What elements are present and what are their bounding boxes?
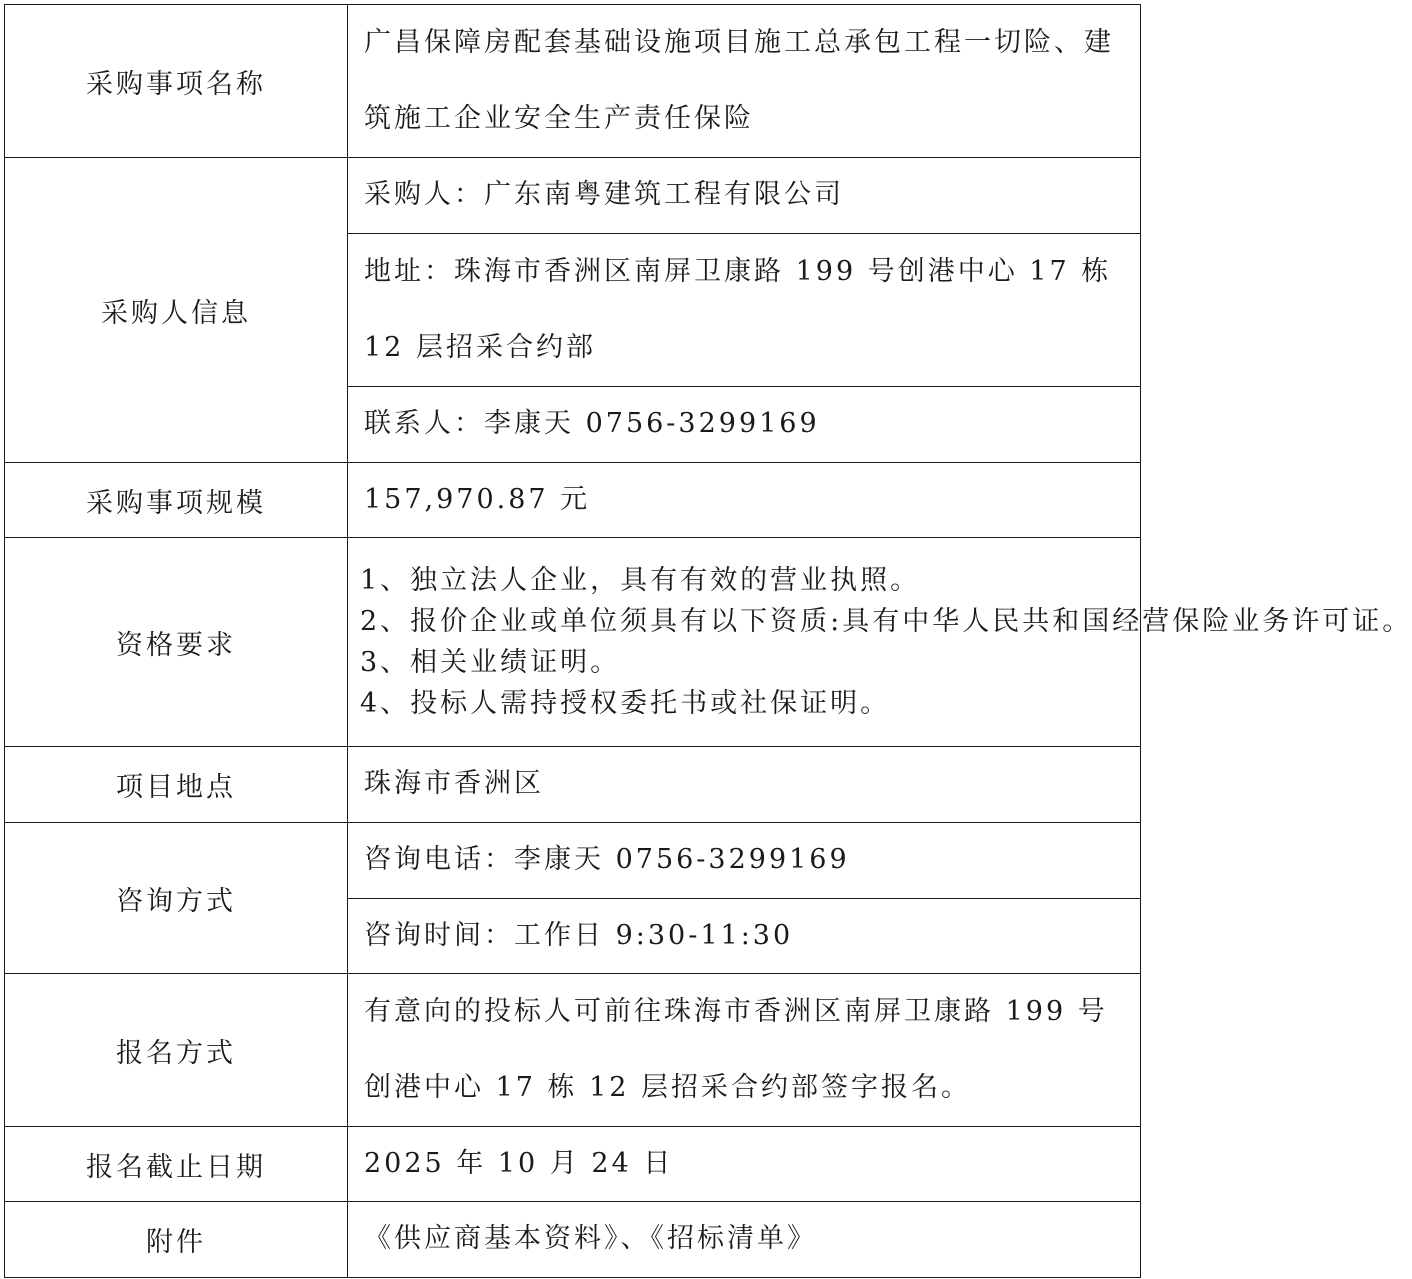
label-consult: 咨询方式 <box>5 823 348 974</box>
row-location <box>5 747 1141 823</box>
value-location: 珠海市香洲区 <box>348 747 1141 823</box>
label-scale: 采购事项规模 <box>5 463 348 538</box>
qualification-item: 1、独立法人企业，具有有效的营业执照。 <box>360 565 921 596</box>
qualification-item: 2、报价企业或单位须具有以下资质:具有中华人民共和国经营保险业务许可证。 <box>360 606 1412 637</box>
row-qualification <box>5 538 1141 747</box>
label-item-name: 采购事项名称 <box>5 5 348 158</box>
row-deadline <box>5 1127 1141 1202</box>
label-qualification: 资格要求 <box>5 538 348 747</box>
row-scale <box>5 463 1141 538</box>
value-buyer-contact: 联系人：李康天 0756-3299169 <box>348 387 1141 463</box>
value-signup: 有意向的投标人可前往珠海市香洲区南屏卫康路 199 号创港中心 17 栋 12 层招采合约部签字报名。 <box>348 974 1141 1127</box>
value-item-name: 广昌保障房配套基础设施项目施工总承包工程一切险、建筑施工企业安全生产责任保险 <box>348 5 1141 158</box>
value-consult-time: 咨询时间：工作日 9:30-11:30 <box>348 899 1141 974</box>
qualification-item: 4、投标人需持授权委托书或社保证明。 <box>360 688 891 719</box>
label-deadline: 报名截止日期 <box>5 1127 348 1202</box>
row-item-name <box>5 5 1141 158</box>
label-location: 项目地点 <box>5 747 348 823</box>
row-attachment <box>5 1202 1141 1278</box>
value-deadline: 2025 年 10 月 24 日 <box>348 1127 1141 1202</box>
value-qualification-list <box>348 538 1412 747</box>
value-attachment: 《供应商基本资料》、《招标清单》 <box>348 1202 1141 1278</box>
label-signup: 报名方式 <box>5 974 348 1127</box>
value-scale: 157,970.87 元 <box>348 463 1141 538</box>
label-attachment: 附件 <box>5 1202 348 1278</box>
procurement-info-table <box>4 4 1412 1278</box>
value-buyer: 采购人：广东南粤建筑工程有限公司 <box>348 158 1141 234</box>
row-consult-phone <box>5 823 1141 899</box>
qualification-item: 3、相关业绩证明。 <box>360 647 621 678</box>
row-buyer <box>5 158 1141 234</box>
value-buyer-address: 地址：珠海市香洲区南屏卫康路 199 号创港中心 17 栋 12 层招采合约部 <box>348 234 1141 387</box>
row-signup <box>5 974 1141 1127</box>
label-buyer-info: 采购人信息 <box>5 158 348 463</box>
value-consult-phone: 咨询电话：李康天 0756-3299169 <box>348 823 1141 899</box>
